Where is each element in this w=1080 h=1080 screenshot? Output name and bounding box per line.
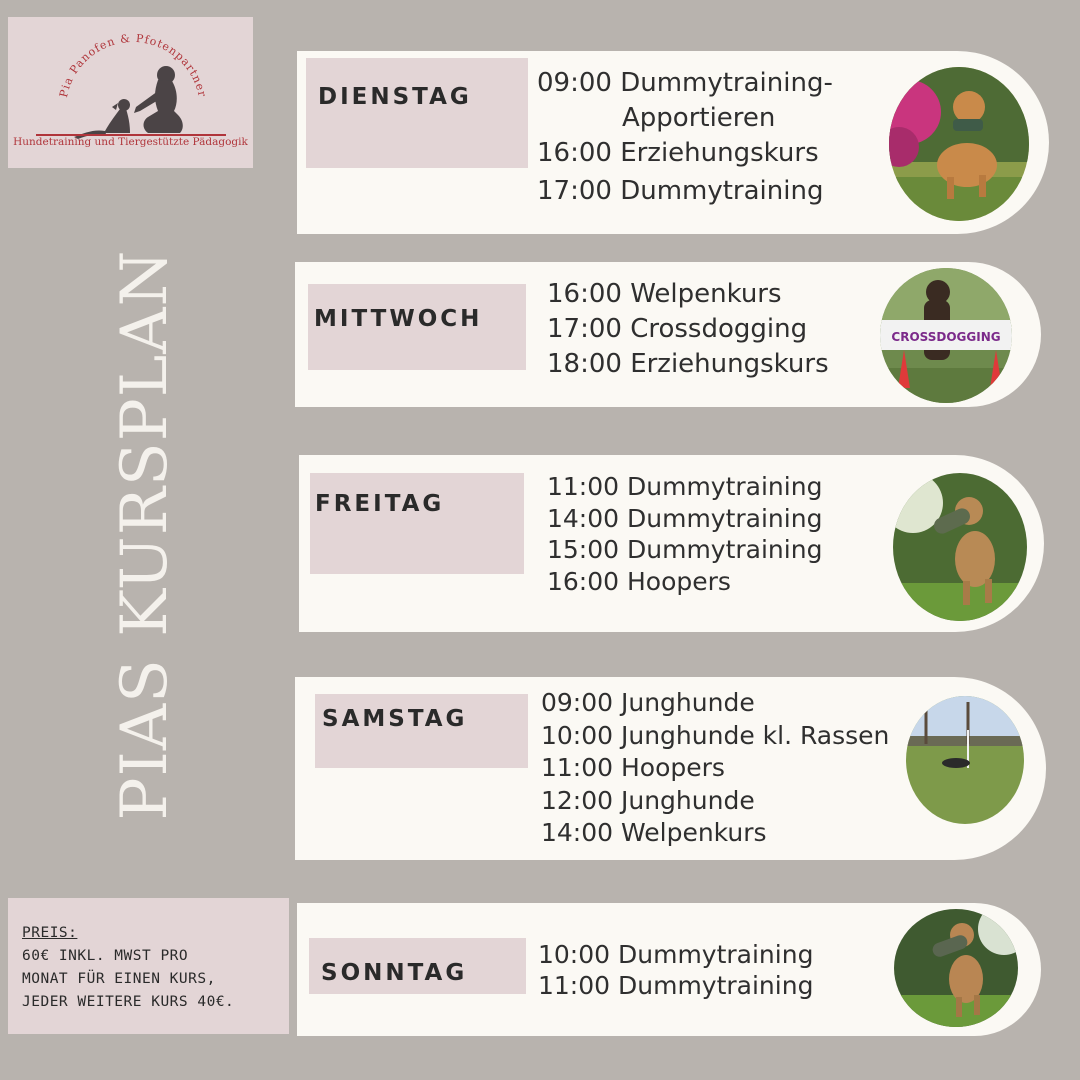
course-item: 18:00 Erziehungskurs: [547, 349, 829, 379]
price-line: MONAT FÜR EINEN KURS,: [22, 971, 216, 987]
course-item: 11:00 Hoopers: [541, 753, 725, 782]
course-item: 11:00 Dummytraining: [547, 472, 823, 501]
course-list: [537, 64, 833, 210]
day-label: MITTWOCH: [308, 284, 526, 370]
svg-text:Pia Panofen & Pfotenpartner: [57, 32, 209, 99]
price-label: PREIS:: [22, 925, 78, 941]
course-item: 16:00 Erziehungskurs: [537, 138, 819, 168]
day-label: DIENSTAG: [306, 58, 528, 168]
course-item: 17:00 Crossdogging: [547, 314, 808, 344]
crossdogging-dog-photo: [880, 268, 1012, 403]
course-list: [547, 277, 829, 382]
price-line: 60€ INKL. MWST PRO: [22, 948, 189, 964]
logo-subtitle: Hundetraining und Tiergestützte Pädagogik: [13, 136, 248, 148]
course-item: 16:00 Hoopers: [547, 566, 731, 596]
crossdogging-banner: CROSSDOGGING: [891, 330, 1001, 344]
course-item: Apportieren: [622, 103, 776, 133]
day-label: SAMSTAG: [315, 694, 528, 768]
price-line: JEDER WEITERE KURS 40€.: [22, 994, 235, 1010]
course-item: 16:00 Welpenkurs: [547, 279, 782, 309]
course-item: 14:00 Dummytraining: [547, 503, 823, 533]
dog-on-field-photo: [906, 696, 1024, 824]
day-label: FREITAG: [310, 473, 524, 574]
course-item: 11:00 Dummytraining: [538, 971, 814, 1000]
course-item: 14:00 Welpenkurs: [541, 818, 767, 847]
course-item: 10:00 Dummytraining: [538, 940, 814, 969]
course-list: [541, 687, 889, 850]
course-list: [547, 471, 822, 597]
course-item: 12:00 Junghunde: [541, 785, 755, 815]
logo-brand-text: Pia Panofen & Pfotenpartner: [57, 31, 209, 99]
course-item: 10:00 Junghunde kl. Rassen: [541, 720, 890, 750]
page-title: PIAS KURSPLAN: [108, 249, 182, 821]
dog-retrieving-dummy-photo: [893, 473, 1027, 621]
course-item: 15:00 Dummytraining: [547, 535, 823, 564]
price-box: [8, 898, 289, 1034]
course-item: 09:00 Junghunde: [541, 688, 755, 717]
course-item: 17:00 Dummytraining: [537, 176, 824, 206]
course-item: 09:00 Dummytraining-: [537, 68, 833, 98]
dog-carrying-dummy-photo: [894, 909, 1018, 1027]
logo: [8, 17, 253, 168]
dog-running-with-dummy-photo: [889, 67, 1029, 221]
day-label: SONNTAG: [309, 938, 526, 994]
course-list: [538, 939, 813, 1001]
